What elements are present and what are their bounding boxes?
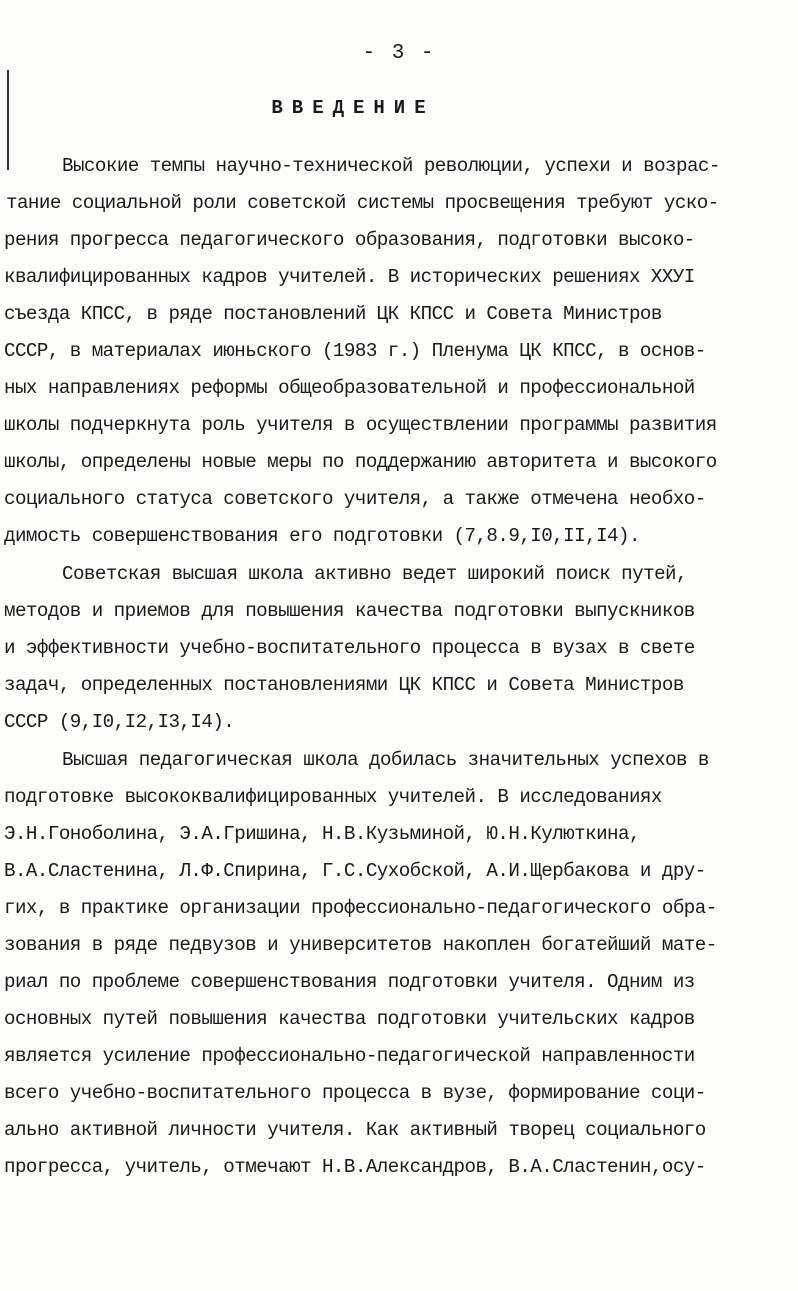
- text-line: и эффективности учебно-воспитательного процесса в вузах в свете: [4, 637, 695, 659]
- text-line: тание социальной роли советской системы просвещения требуют уско-: [6, 192, 719, 214]
- page-number: - 3 -: [362, 42, 436, 65]
- text-line: СССР, в материалах июньского (1983 г.) Пленума ЦК КПСС, в основ-: [4, 340, 706, 362]
- text-line: всего учебно-воспитательного процесса в вузе, формирование соци-: [4, 1082, 706, 1104]
- text-line: Э.Н.Гоноболина, Э.А.Гришина, Н.В.Кузьминой, Ю.Н.Кулюткина,: [4, 823, 640, 845]
- text-line: методов и приемов для повышения качества подготовки выпускников: [4, 600, 695, 622]
- margin-rule: [7, 70, 9, 170]
- text-line: Высшая педагогическая школа добилась значительных успехов в: [62, 749, 709, 771]
- text-line: прогресса, учитель, отмечают Н.В.Александров, В.А.Сластенин,осу-: [4, 1156, 706, 1178]
- text-line: является усиление профессионально-педагогической направленности: [4, 1045, 695, 1067]
- text-line: квалифицированных кадров учителей. В исторических решениях ХХУI: [4, 266, 695, 288]
- text-line: риал по проблеме совершенствования подготовки учителя. Одним из: [4, 971, 695, 993]
- text-line: Высокие темпы научно-технической революции, успехи и возрас-: [62, 155, 720, 177]
- text-line: социального статуса советского учителя, а также отмечена необхо-: [4, 488, 706, 510]
- text-line: рения прогресса педагогического образования, подготовки высоко-: [4, 229, 695, 251]
- text-line: съезда КПСС, в ряде постановлений ЦК КПСС и Совета Министров: [4, 303, 662, 325]
- page-title: ВВЕДЕНИЕ: [271, 97, 435, 119]
- text-line: Советская высшая школа активно ведет широкий поиск путей,: [62, 563, 687, 585]
- text-line: СССР (9,I0,I2,I3,I4).: [4, 711, 235, 733]
- text-line: школы подчеркнута роль учителя в осуществлении программы развития: [4, 414, 717, 436]
- text-line: димость совершенствования его подготовки (7,8.9,I0,II,I4).: [4, 525, 640, 547]
- text-line: основных путей повышения качества подготовки учительских кадров: [4, 1008, 695, 1030]
- text-line: гих, в практике организации профессионально-педагогического обра-: [4, 897, 717, 919]
- text-line: ных направлениях реформы общеобразовательной и профессиональной: [4, 377, 695, 399]
- text-line: В.А.Сластенина, Л.Ф.Спирина, Г.С.Сухобской, А.И.Щербакова и дру-: [4, 860, 706, 882]
- text-line: зования в ряде педвузов и университетов накоплен богатейший мате-: [4, 934, 717, 956]
- text-line: школы, определены новые меры по поддержанию авторитета и высокого: [4, 451, 717, 473]
- text-line: подготовке высококвалифицированных учителей. В исследованиях: [4, 786, 662, 808]
- text-line: задач, определенных постановлениями ЦК КПСС и Совета Министров: [4, 674, 684, 696]
- text-line: ально активной личности учителя. Как активный творец социального: [4, 1119, 706, 1141]
